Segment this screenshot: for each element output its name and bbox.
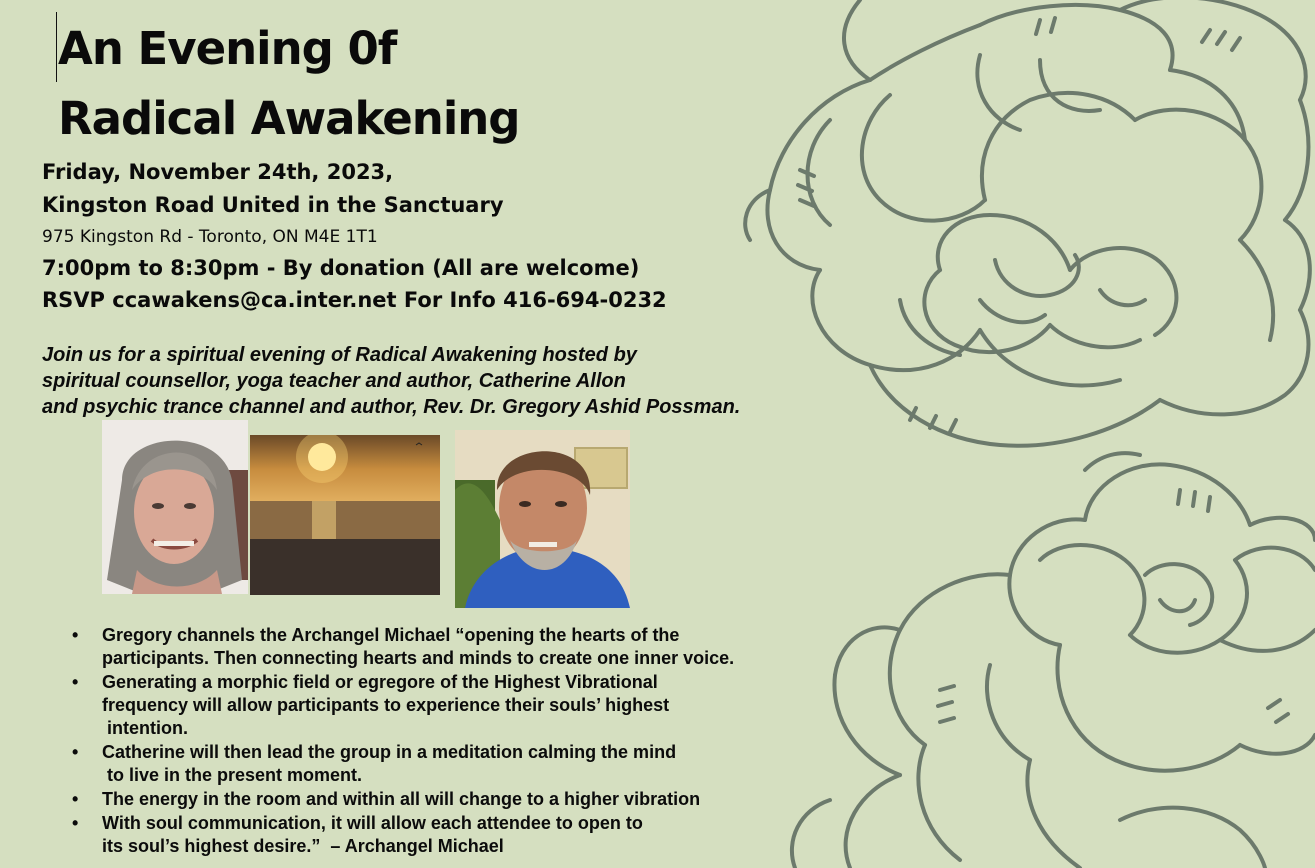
bullet-line: With soul communication, it will allow each attendee to open to [102,813,643,833]
catherine-portrait-photo [102,420,248,594]
bullet-dot: • [72,672,79,692]
floral-line-art [740,0,1315,868]
bullet-line: Generating a morphic field or egregore of the Highest Vibrational [102,672,658,692]
list-item [62,671,822,740]
event-title-line-2: Radical Awakening [58,92,520,145]
bullet-dot: • [72,813,79,833]
sunset-photo [250,435,440,595]
bullet-dot: • [72,789,79,809]
event-date: Friday, November 24th, 2023, [42,160,394,184]
intro-line-1: Join us for a spiritual evening of Radical Awakening hosted by [42,344,637,366]
event-title-line-1: An Evening 0f [58,22,397,75]
event-rsvp: RSVP ccawakens@ca.inter.net For Info 416-694-0232 [42,288,667,312]
bullet-dot: • [72,625,79,645]
bullet-line: frequency will allow participants to experience their souls’ highest [102,695,670,715]
gregory-portrait-photo [455,430,630,608]
bullet-list [62,624,822,859]
intro-paragraph [42,342,882,420]
event-time: 7:00pm to 8:30pm - By donation (All are welcome) [42,256,640,280]
event-address: 975 Kingston Rd - Toronto, ON M4E 1T1 [42,227,378,247]
bullet-line: its soul’s highest desire.” – Archangel Michael [102,836,504,856]
bullet-line: participants. Then connecting hearts and minds to create one inner voice. [102,648,735,668]
bullet-line: The energy in the room and within all will change to a higher vibration [102,789,701,809]
bullet-line: intention. [102,718,188,738]
list-item [62,624,822,670]
bullet-dot: • [72,742,79,762]
list-item [62,788,822,811]
list-item [62,812,822,858]
bullet-line: Catherine will then lead the group in a meditation calming the mind [102,742,677,762]
bullet-line: to live in the present moment. [102,765,363,785]
bullet-line: Gregory channels the Archangel Michael “opening the hearts of the [102,625,680,645]
text-cursor [56,12,57,82]
intro-line-3: and psychic trance channel and author, Rev. Dr. Gregory Ashid Possman. [42,396,741,418]
intro-line-2: spiritual counsellor, yoga teacher and author, Catherine Allon [42,370,626,392]
event-venue: Kingston Road United in the Sanctuary [42,193,504,217]
list-item [62,741,822,787]
